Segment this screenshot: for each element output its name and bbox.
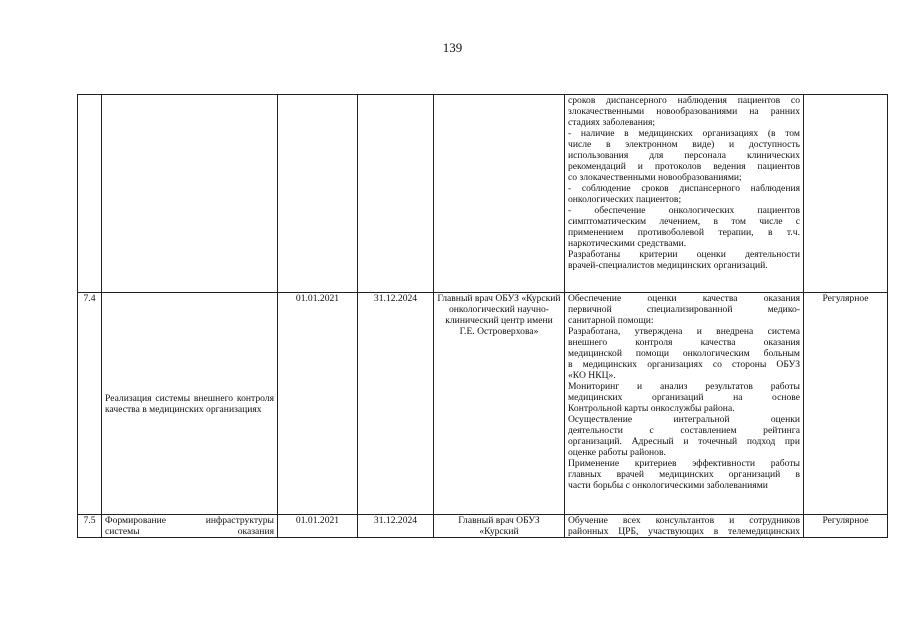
result-line: симптоматическим лечением, в том числе с [568,216,800,227]
result-line: стадиях заболевания; [568,117,656,128]
result-line: наркотическими средствами. [568,238,687,249]
expected-result [565,515,804,538]
measure-name [102,515,278,538]
measure-name-line: системы оказания [105,526,274,537]
start-date: 01.01.2021 [278,515,358,538]
result-line: применением противоболевой терапии, в т.ч. [568,227,800,238]
end-date: 31.12.2024 [358,293,434,515]
end-date: 31.12.2024 [358,515,434,538]
measure-name [102,293,278,515]
end-date [358,95,434,293]
start-date: 01.01.2021 [278,293,358,515]
measure-name-text: Реализация системы внешнего контроля качества в медицинских организациях [105,392,274,415]
result-line: оценке работы районов. [568,447,666,458]
result-line: Применение критериев эффективности работы [568,458,800,469]
result-line: злокачественными новообразованиями на ранних [568,106,800,117]
result-line: - соблюдение сроков диспансерного наблюдения [568,183,800,194]
row-number: 7.4 [78,293,102,515]
result-line: внешнего контроля качества оказания [568,337,800,348]
row-number: 7.5 [78,515,102,538]
periodicity: Регулярное [804,515,888,538]
result-line: Разработаны критерии оценки деятельности [568,249,800,260]
result-line: медицинских организаций на основе [568,392,800,403]
result-line: санитарной помощи: [568,315,654,326]
table-row [78,293,888,515]
page-number: 139 [442,40,463,55]
result-line: сроков диспансерного наблюдения пациентов со [568,95,800,106]
periodicity: Регулярное [804,293,888,515]
result-line: Обучение всех консультантов и сотрудников [568,515,800,526]
result-line: Мониторинг и анализ результатов работы [568,381,800,392]
responsible-line: «Курский [479,526,519,537]
result-line: районных ЦРБ, участвующих в телемедицинских [568,526,800,537]
result-line: онкологических пациентов; [568,194,682,205]
result-line: Осуществление интегральной оценки [568,414,800,425]
result-line: Обеспечение оценки качества оказания [568,293,800,304]
start-date [278,95,358,293]
result-line: врачей-специалистов медицинских организаций. [568,260,768,271]
result-line: главных врачей медицинских организаций в [568,469,800,480]
table-row [78,95,888,293]
result-line: со злокачественными новообразованиями; [568,172,742,183]
result-line: первичной специализированной медико- [568,304,800,315]
result-line: числе в электронном виде) и доступность [568,139,800,150]
plan-table [77,94,888,538]
result-line: использования для персонала клинических [568,150,800,161]
result-line: организаций. Адресный и точечный подход при [568,436,800,447]
responsible [434,515,565,538]
result-line: части борьбы с онкологическими заболеваниями [568,480,768,491]
row-number [78,95,102,293]
responsible [434,95,565,293]
periodicity [804,95,888,293]
result-line: Контрольной карты онкослужбы района. [568,403,735,414]
result-line: Разработана, утверждена и внедрена система [568,326,800,337]
expected-result [565,293,804,515]
table-row [78,515,888,538]
measure-name-line: Формирование инфраструктуры [105,515,274,526]
result-line: - обеспечение онкологических пациентов [568,205,800,216]
responsible-line: Главный врач ОБУЗ [458,515,540,526]
result-line: медицинской помощи онкологическим больным [568,348,800,359]
expected-result [565,95,804,293]
result-line: «КО НКЦ». [568,370,616,381]
measure-name [102,95,278,293]
result-line: рекомендаций и протоколов ведения пациентов [568,161,800,172]
result-line: в медицинских организациях со стороны ОБУЗ [568,359,800,370]
result-line: деятельности с составлением рейтинга [568,425,800,436]
result-line: - наличие в медицинских организациях (в том [568,128,800,139]
responsible: Главный врач ОБУЗ «Курский онкологический научно-клинический центр имени Г.Е. Островерхова» [434,293,565,515]
